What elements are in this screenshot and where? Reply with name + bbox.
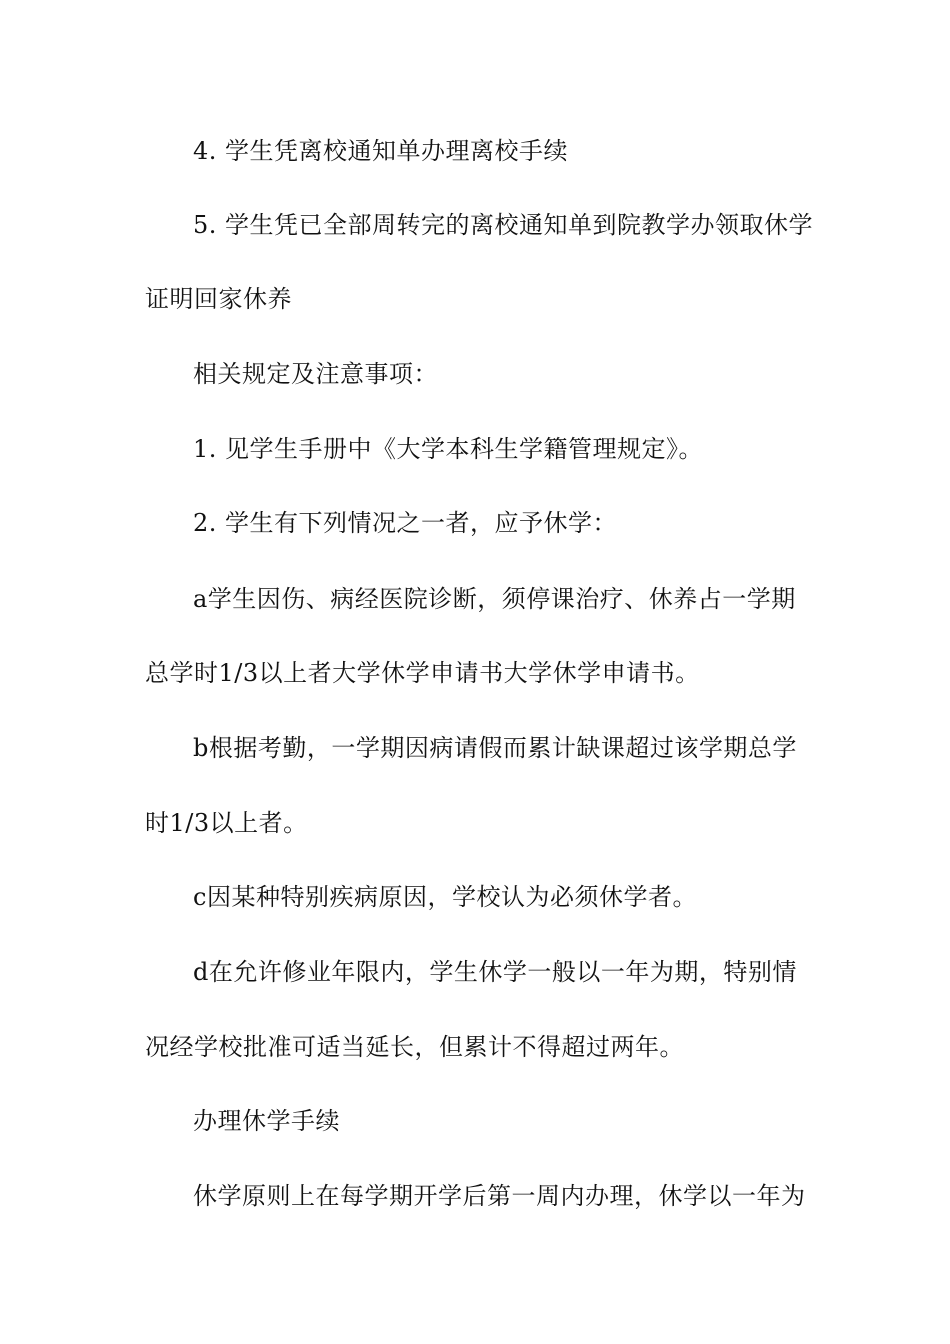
rule-2-text: 2. 学生有下列情况之一者，应予休学： bbox=[193, 509, 618, 537]
section-heading-procedure: 办理休学手续 bbox=[193, 1107, 340, 1135]
item-d-continuation: 况经学校批准可适当延长，但累计不得超过两年。 bbox=[145, 1033, 684, 1061]
item-c-text: c因某种特别疾病原因，学校认为必须休学者。 bbox=[193, 883, 697, 911]
section-heading-regulations: 相关规定及注意事项： bbox=[193, 360, 438, 388]
item-b-text: b根据考勤，一学期因病请假而累计缺课超过该学期总学 bbox=[193, 734, 797, 762]
step-5-continuation: 证明回家休养 bbox=[145, 285, 292, 313]
item-a-text: a学生因伤、病经医院诊断，须停课治疗、休养占一学期 bbox=[193, 585, 796, 613]
item-d-text: d在允许修业年限内，学生休学一般以一年为期，特别情 bbox=[193, 958, 797, 986]
item-b-continuation: 时1/3以上者。 bbox=[145, 809, 308, 837]
item-a-continuation: 总学时1/3以上者大学休学申请书大学休学申请书。 bbox=[145, 659, 700, 687]
step-4-text: 4. 学生凭离校通知单办理离校手续 bbox=[193, 137, 569, 165]
rule-1-text: 1. 见学生手册中《大学本科生学籍管理规定》。 bbox=[193, 435, 704, 463]
procedure-text: 休学原则上在每学期开学后第一周内办理，休学以一年为 bbox=[193, 1182, 806, 1210]
step-5-text: 5. 学生凭已全部周转完的离校通知单到院教学办领取休学 bbox=[193, 211, 814, 239]
